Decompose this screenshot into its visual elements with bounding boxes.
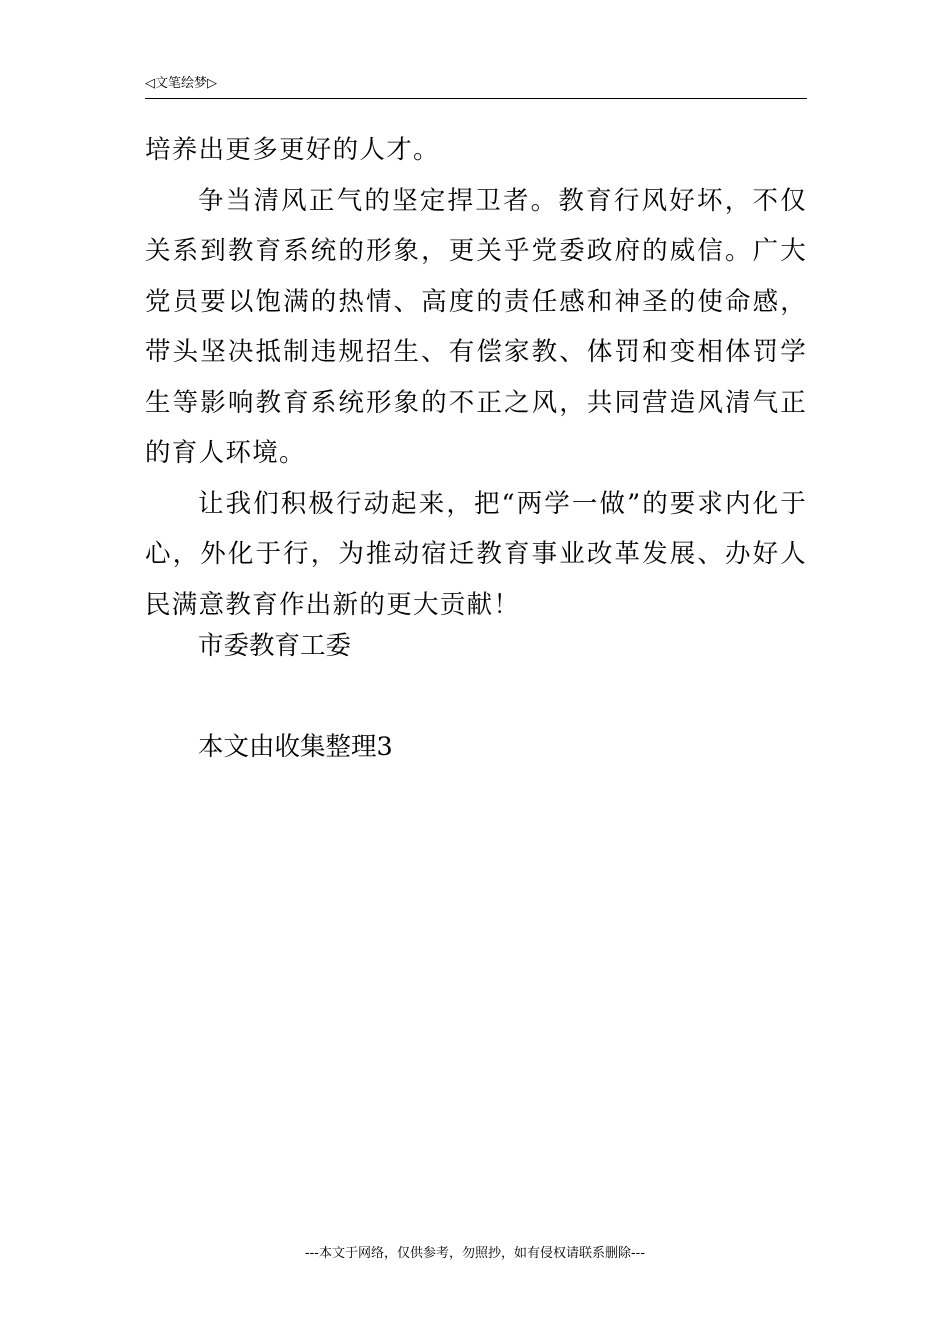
header-title: ◁文笔绘梦▷ bbox=[145, 76, 217, 91]
page-footer: ---本文于网络，仅供参考，勿照抄，如有侵权请联系删除--- bbox=[304, 1246, 646, 1261]
collection-note: 本文由收集整理3 bbox=[198, 732, 393, 762]
paragraph-continuation: 培养出更多更好的人才。 bbox=[145, 135, 440, 165]
paragraph-clean-wind: 争当清风正气的坚定捍卫者。教育行风好坏，不仅关系到教育系统的形象，更关乎党委政府的威信。广大党员要以饱满的热情、高度的责任感和神圣的使命感，带头坚决抵制违规招生、有偿家教、体罚和变相体罚学生等影响教育系统形象的不正之风，共同营造风清气正的育人环境。 bbox=[145, 185, 807, 468]
page-header bbox=[145, 74, 807, 99]
document-body bbox=[145, 125, 807, 630]
paragraph-call-to-action: 让我们积极行动起来，把“两学一做”的要求内化于心，外化于行，为推动宿迁教育事业改革发展、办好人民满意教育作出新的更大贡献！ bbox=[145, 488, 807, 620]
signature: 市委教育工委 bbox=[198, 631, 352, 661]
